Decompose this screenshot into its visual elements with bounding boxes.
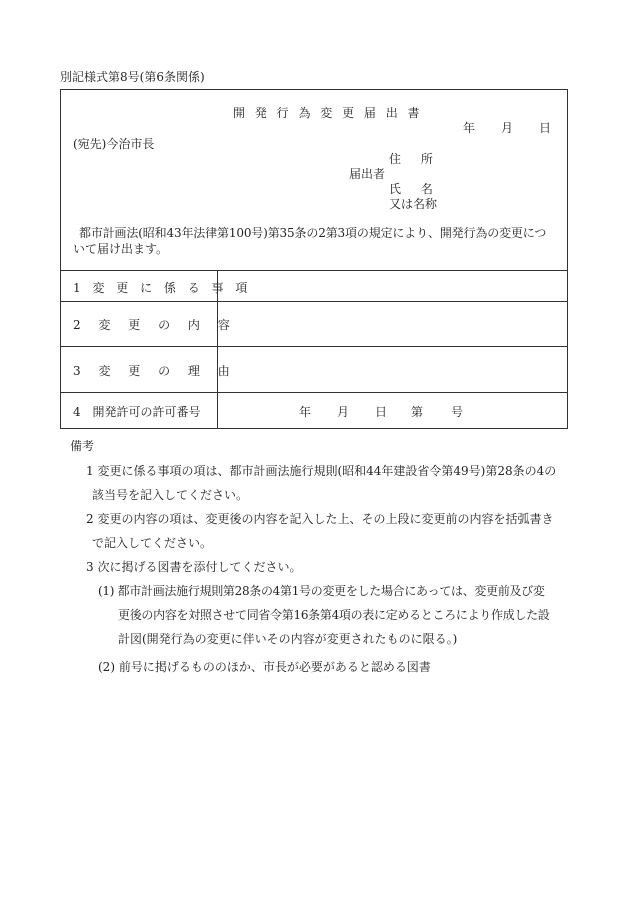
- note-1-line-1: 1 変更に係る事項の項は、都市計画法施行規則(昭和44年建設省令第49号)第28条の4の: [86, 464, 557, 478]
- statement-line-1: 都市計画法(昭和43年法律第100号)第35条の2第3項の規定により、開発行為の変更につ: [79, 226, 547, 240]
- date-year: 年: [463, 121, 476, 135]
- permit-number-suffix: 号: [451, 405, 464, 419]
- row-label-change-reason: 3 変 更 の 理 由: [73, 364, 231, 378]
- addressee: (宛先)今治市長: [73, 137, 155, 151]
- notifier-label: 届出者: [349, 167, 386, 181]
- note-3-2: (2) 前号に掲げるもののほか、市長が必要があると認める図書: [98, 660, 431, 674]
- permit-day: 日: [375, 405, 388, 419]
- row-divider: [61, 392, 567, 393]
- note-1-line-2: 該当号を記入してください。: [92, 488, 249, 502]
- row-label-permit-number: 4 開発許可の許可番号: [73, 405, 201, 419]
- company-name-label: 又は名称: [389, 197, 438, 211]
- row-divider: [61, 346, 567, 347]
- note-3: 3 次に掲げる図書を添付してください。: [86, 560, 302, 574]
- name-label: 氏 名: [389, 182, 435, 196]
- note-2-line-2: で記入してください。: [92, 536, 213, 550]
- row-divider: [61, 270, 567, 271]
- note-2-line-1: 2 変更の内容の項は、変更後の内容を記入した上、その上段に変更前の内容を括弧書き: [86, 512, 554, 526]
- row-divider: [61, 301, 567, 302]
- permit-number-prefix: 第: [411, 405, 424, 419]
- statement-line-2: いて届け出ます。: [73, 242, 169, 256]
- note-3-1-line-1: (1) 都市計画法施行規則第28条の4第1号の変更をした場合にあっては、変更前及び変: [98, 584, 545, 598]
- change-reason-value[interactable]: [221, 350, 561, 388]
- change-item-value[interactable]: [221, 274, 561, 298]
- form-code: 別記様式第8号(第6条関係): [60, 70, 205, 84]
- note-3-1-line-3: 計図(開発行為の変更に伴いその内容が変更されたものに限る。): [118, 632, 458, 646]
- date-day: 日: [539, 121, 552, 135]
- address-label: 住 所: [389, 152, 435, 166]
- row-label-change-item: 1 変 更 に 係 る 事 項: [73, 281, 249, 295]
- permit-month: 月: [337, 405, 350, 419]
- notes-heading: 備考: [70, 439, 95, 453]
- row-label-change-content: 2 変 更 の 内 容: [73, 318, 231, 332]
- note-3-1-line-2: 更後の内容を対照させて同省令第16条第4項の表に定めるところにより作成した設: [118, 608, 550, 622]
- date-month: 月: [501, 121, 514, 135]
- change-content-value[interactable]: [221, 305, 561, 343]
- form-title: 開 発 行 為 変 更 届 出 書: [233, 106, 423, 120]
- permit-year: 年: [299, 405, 312, 419]
- notification-form: [60, 89, 568, 429]
